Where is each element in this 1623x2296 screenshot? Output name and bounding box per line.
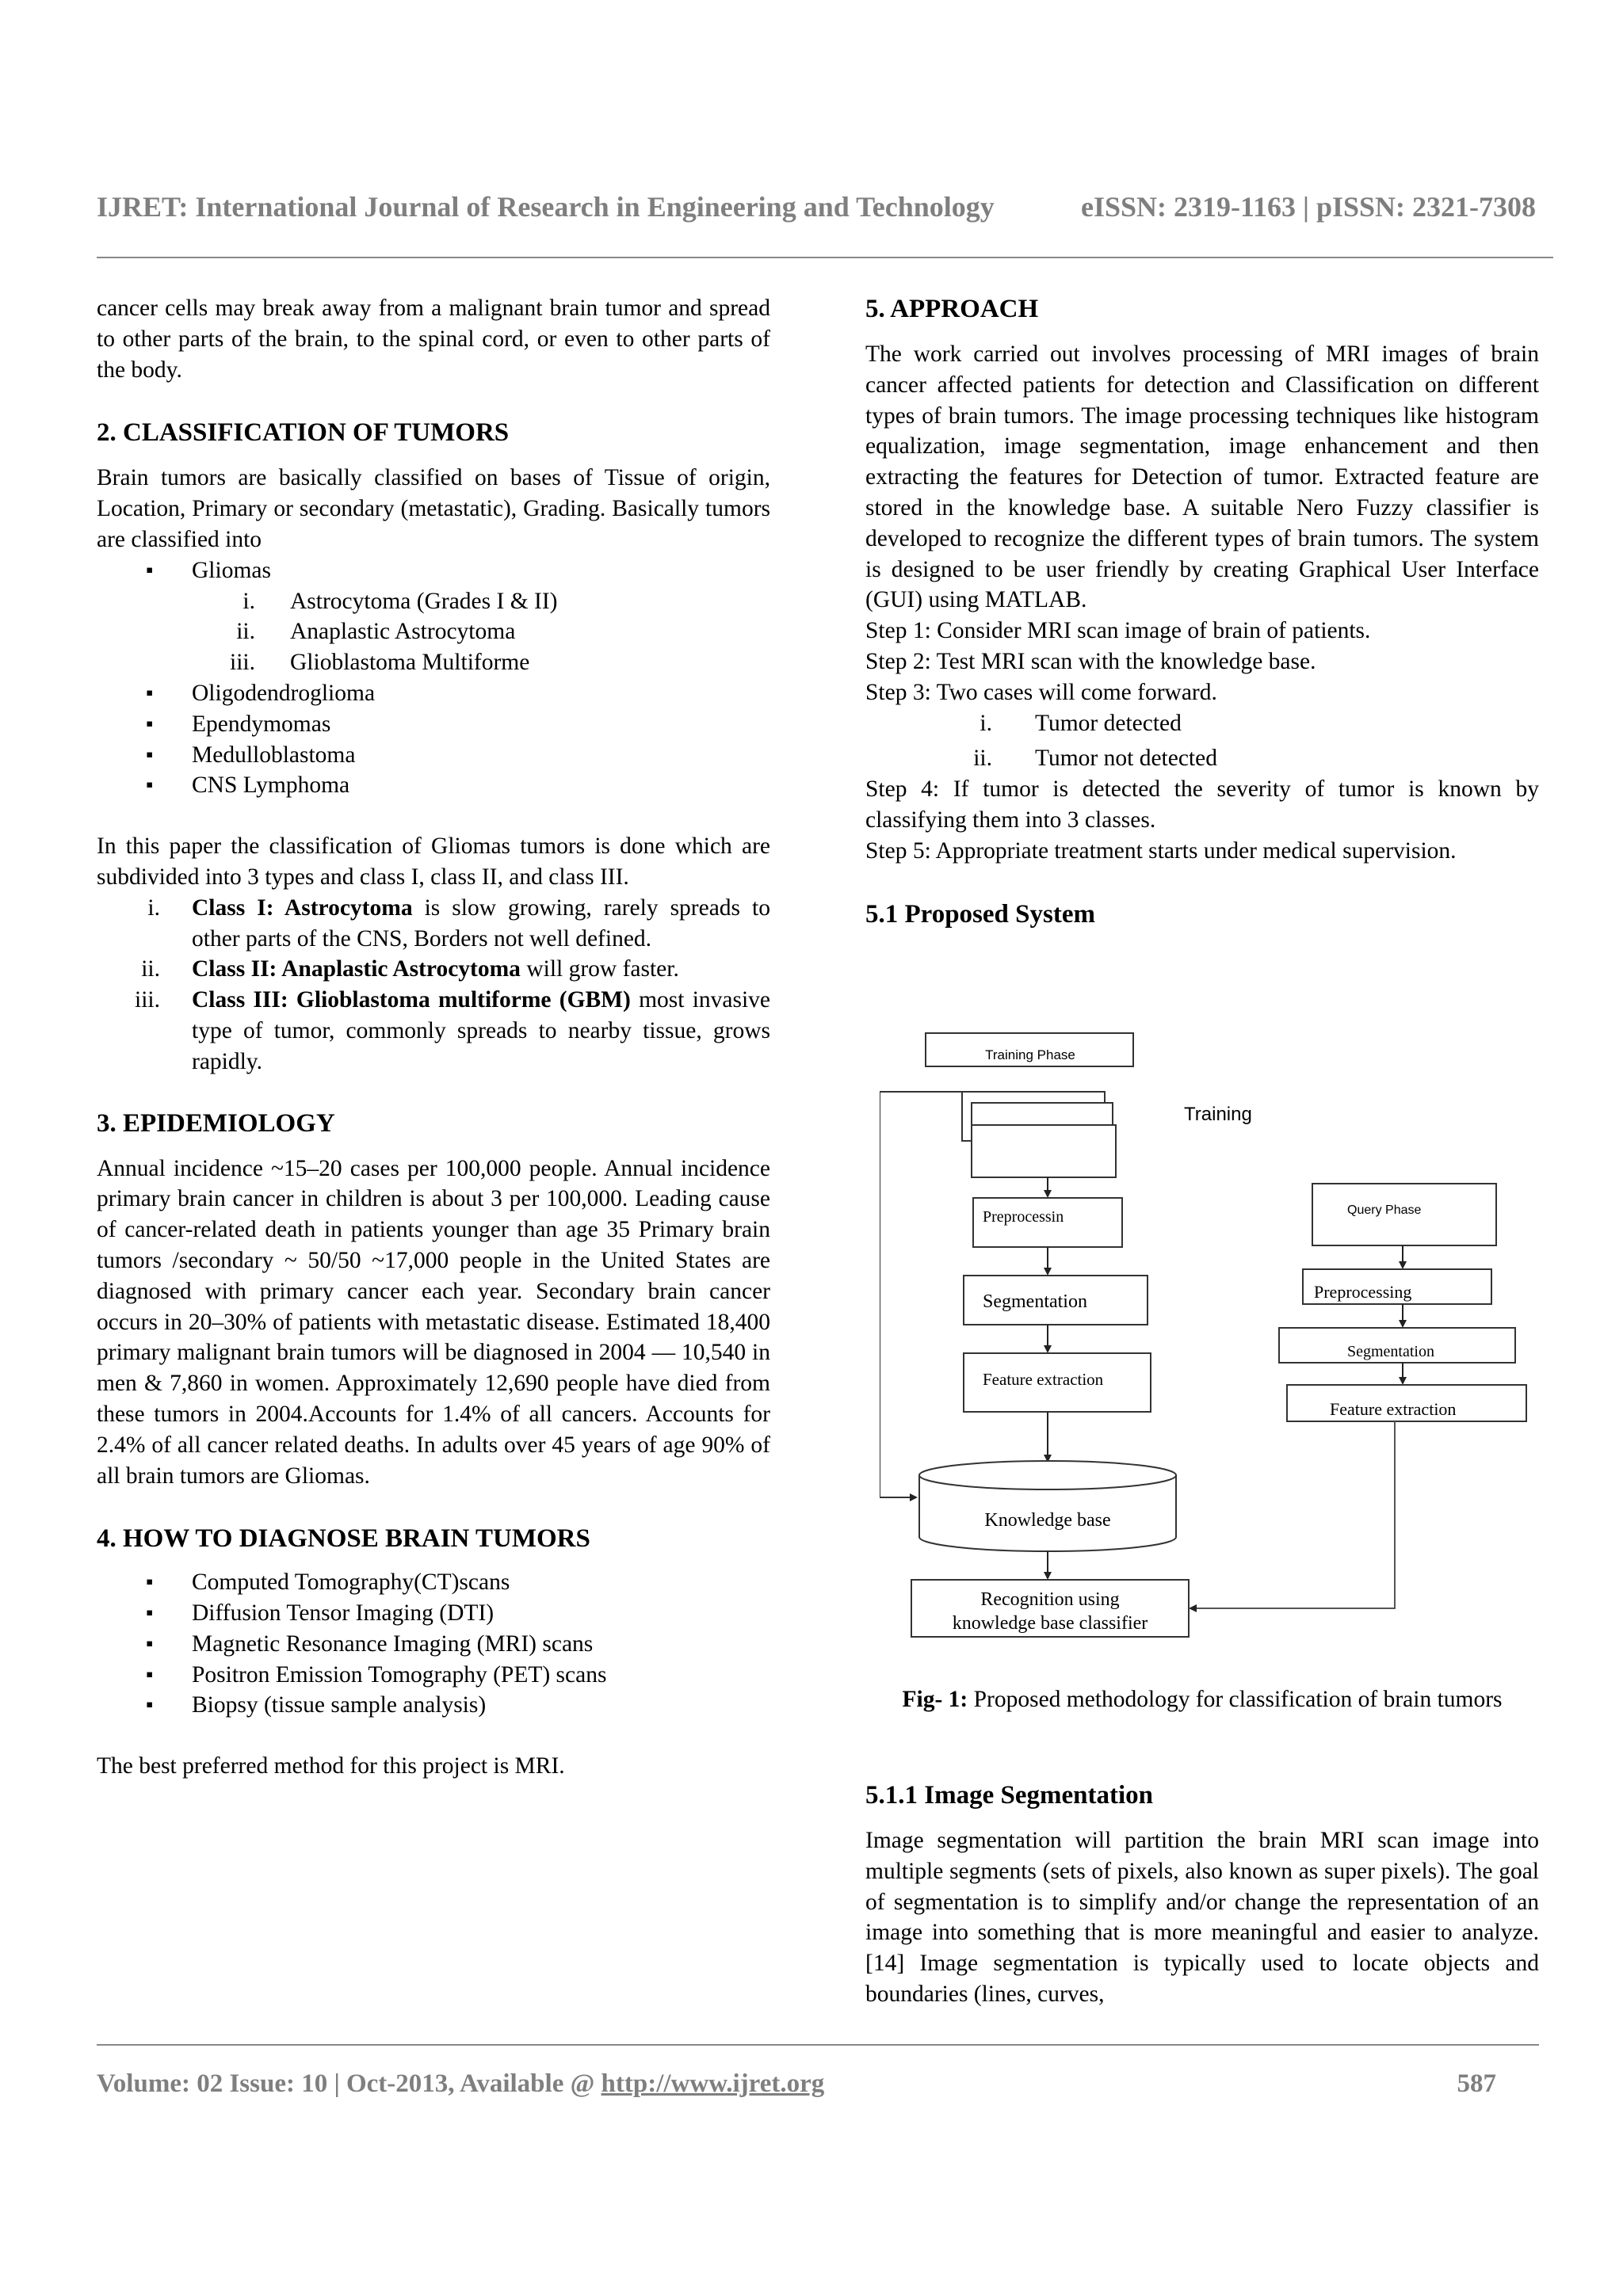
recognition-label-2: knowledge base classifier xyxy=(952,1613,1148,1634)
recognition-label-1: Recognition using xyxy=(980,1589,1120,1610)
query-phase-label: Query Phase xyxy=(1347,1203,1422,1217)
step-3: Step 3: Two cases will come forward. xyxy=(865,679,1217,705)
list-item: ii. Class II: Anaplastic Astrocytoma will grow faster. xyxy=(141,956,679,982)
header-rule xyxy=(97,257,1553,258)
right-column-lower xyxy=(865,1779,1539,2010)
footer-volume: Volume: 02 Issue: 10 | Oct-2013, Available @ http://www.ijret.org xyxy=(97,2069,825,2098)
list-item: ▪ Positron Emission Tomography (PET) scans xyxy=(97,1660,770,1691)
list-item: ii. Anaplastic Astrocytoma xyxy=(236,619,516,645)
glioma-subtype-list xyxy=(97,586,770,678)
journal-title: IJRET: International Journal of Research in Engineering and Technology xyxy=(97,191,995,223)
segmentation-left-label: Segmentation xyxy=(983,1291,1087,1312)
step-3-cases xyxy=(865,708,1539,775)
section-5-1-1-heading: 5.1.1 Image Segmentation xyxy=(865,1781,1153,1810)
tumor-type-list xyxy=(97,555,770,586)
section-5-paragraph: The work carried out involves processing of MRI images of brain cancer affected patients for detection and Classification on different types of brain tumors. The image processing techniques like histogram equalization, image segmentation, image enhancement and then extracting the features for Detection of tumor. Extracted feature are stored in the knowledge base. A suitable Nero Fuzzy classifier is developed to recognize the different types of brain tumors. The system is designed to be user friendly by creating Graphical User Interface (GUI) using MATLAB. xyxy=(865,341,1539,613)
list-item: ▪ Oligodendroglioma xyxy=(97,678,770,709)
section-3-paragraph: Annual incidence ~15–20 cases per 100,000 people. Annual incidence primary brain cancer in children is about 3 per 100,000. Leading cause of cancer-related death in patients younger than age 35 Primary brain tumors /secondary ~ 50/50 ~17,000 people in the United States are diagnosed with primary cancer each year. Secondary brain cancer occurs in 20–30% of patients with metastatic disease. Estimated 18,400 primary malignant brain tumors will be diagnosed in 2004 — 10,540 in men & 7,860 in women. Approximately 12,690 people have died from these tumors in 2004.Accounts for 1.4% of all cancers. Accounts for 2.4% of all cancer related deaths. In adults over 45 years of age 90% of all brain tumors are Gliomas. xyxy=(97,1155,770,1489)
feature-left-label: Feature extraction xyxy=(983,1370,1104,1389)
step-5: Step 5: Appropriate treatment starts under medical supervision. xyxy=(865,837,1457,864)
issn: eISSN: 2319-1163 | pISSN: 2321-7308 xyxy=(1081,191,1536,223)
left-column xyxy=(97,293,770,1782)
list-item: ▪ Diffusion Tensor Imaging (DTI) xyxy=(97,1598,770,1629)
training-phase-label: Training Phase xyxy=(985,1047,1075,1062)
tumor-type-list-cont xyxy=(97,678,770,801)
list-item: ii. Tumor not detected xyxy=(973,746,1217,772)
list-item: iii. Glioblastoma Multiforme xyxy=(230,650,530,676)
journal-link[interactable]: http://www.ijret.org xyxy=(601,2069,825,2098)
list-item: ▪ Ependymomas xyxy=(97,709,770,740)
section-2-paragraph-2: In this paper the classification of Gliomas tumors is done which are subdivided into 3 types and class I, class II, and class III. xyxy=(97,833,770,890)
segmentation-right-label: Segmentation xyxy=(1347,1343,1434,1360)
section-2-heading: 2. CLASSIFICATION OF TUMORS xyxy=(97,418,510,448)
list-item: i. Tumor detected xyxy=(980,710,1182,736)
list-item: ▪ CNS Lymphoma xyxy=(97,770,770,801)
section-4-heading: 4. HOW TO DIAGNOSE BRAIN TUMORS xyxy=(97,1524,590,1554)
step-4: Step 4: If tumor is detected the severity of tumor is known by classifying them into 3 classes. xyxy=(865,776,1539,833)
section-3-heading: 3. EPIDEMIOLOGY xyxy=(97,1108,335,1138)
section-2-paragraph-1: Brain tumors are basically classified on bases of Tissue of origin, Location, Primary or secondary (metastatic), Grading. Basically tumors are classified into xyxy=(97,465,770,552)
feature-right-label: Feature extraction xyxy=(1330,1399,1457,1419)
list-item: ▪ Gliomas xyxy=(97,555,770,586)
intro-paragraph: cancer cells may break away from a malignant brain tumor and spread to other parts of the brain, to the spinal cord, or even to other parts of the body. xyxy=(97,296,770,383)
training-label: Training xyxy=(1184,1104,1252,1125)
feedback-line xyxy=(880,1092,962,1497)
right-column xyxy=(865,293,1539,930)
list-item: iii. Class III: Glioblastoma multiforme (GBM) most invasive type of tumor, commonly spreads to nearby tissue, grows rapidly. xyxy=(135,987,770,1074)
query-to-recognition-line xyxy=(1190,1421,1395,1608)
preprocessing-right-label: Preprocessing xyxy=(1314,1282,1412,1302)
list-item: i. Class I: Astrocytoma is slow growing, rarely spreads to other parts of the CNS, Borders not well defined. xyxy=(147,894,771,952)
page-number: 587 xyxy=(1457,2069,1496,2098)
proposed-system-diagram xyxy=(880,1027,1553,1645)
preprocessing-left-label: Preprocessin xyxy=(983,1208,1064,1226)
training-stack-box-3 xyxy=(972,1125,1116,1177)
section-5-1-heading: 5.1 Proposed System xyxy=(865,899,1095,929)
step-2: Step 2: Test MRI scan with the knowledge base. xyxy=(865,648,1316,674)
section-5-heading: 5. APPROACH xyxy=(865,295,1039,323)
list-item: ▪ Biopsy (tissue sample analysis) xyxy=(97,1690,770,1721)
figure-caption: Fig- 1: Proposed methodology for classification of brain tumors xyxy=(902,1687,1503,1712)
diagnosis-method-list xyxy=(97,1567,770,1721)
step-1: Step 1: Consider MRI scan image of brain of patients. xyxy=(865,618,1371,644)
knowledge-base-top xyxy=(919,1461,1176,1489)
list-item: i. Astrocytoma (Grades I & II) xyxy=(242,588,558,614)
list-item: ▪ Magnetic Resonance Imaging (MRI) scans xyxy=(97,1629,770,1660)
knowledge-base-label: Knowledge base xyxy=(984,1510,1111,1531)
list-item: ▪ Computed Tomography(CT)scans xyxy=(97,1567,770,1598)
list-item: ▪ Medulloblastoma xyxy=(97,740,770,771)
section-5-1-1-paragraph: Image segmentation will partition the brain MRI scan image into multiple segments (sets of pixels, also known as super pixels). The goal of segmentation is to simplify and/or change the representation of an image into something that is more meaningful and easier to analyze.[14] Image segmentation is typically used to locate objects and boundaries (lines, curves, xyxy=(865,1828,1539,2007)
class-list xyxy=(97,893,770,1077)
footer-rule xyxy=(97,2044,1539,2046)
section-4-paragraph: The best preferred method for this project is MRI. xyxy=(97,1753,565,1779)
